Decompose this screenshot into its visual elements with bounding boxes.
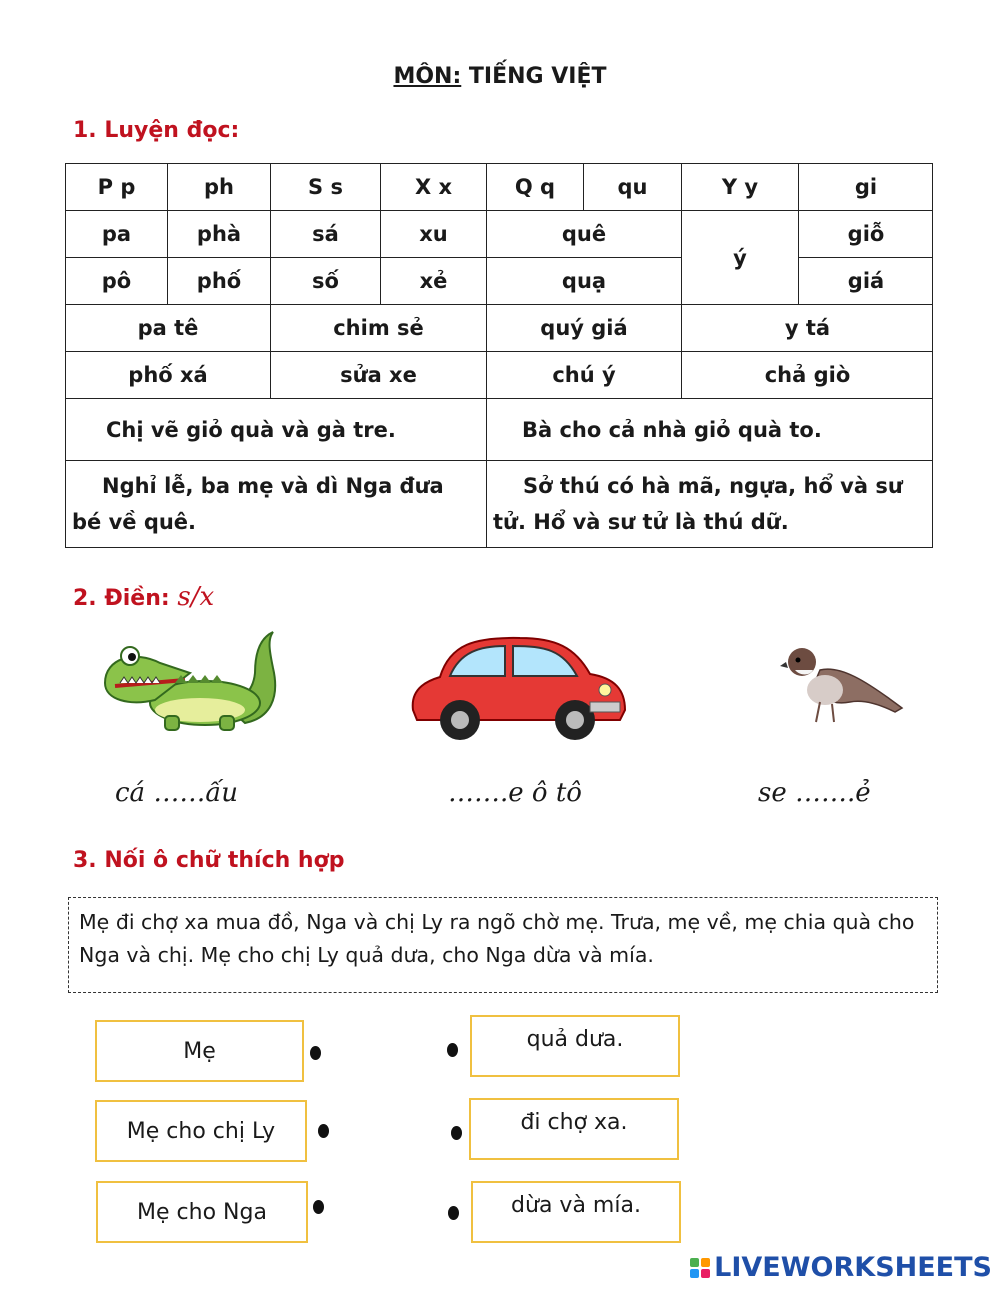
table-cell: qu <box>584 164 682 211</box>
sentence-cell: Chị vẽ giỏ quà và gà tre. <box>66 399 487 461</box>
title-label: MÔN: <box>393 64 462 89</box>
table-cell: pô <box>66 258 168 305</box>
brand-logo <box>690 1252 992 1283</box>
match-dot-right-2[interactable] <box>451 1126 462 1140</box>
table-cell: ph <box>168 164 271 211</box>
table-cell: S s <box>271 164 381 211</box>
match-dot-left-3[interactable] <box>313 1200 324 1214</box>
table-cell: ý <box>682 211 799 305</box>
section-2-label: 2. Điền: <box>73 586 170 611</box>
match-dot-left-1[interactable] <box>310 1046 321 1060</box>
table-cell: X x <box>381 164 487 211</box>
table-cell: Q q <box>487 164 584 211</box>
table-cell: phố xá <box>66 352 271 399</box>
table-cell: giá <box>799 258 933 305</box>
match-right-1[interactable]: quả dưa. <box>470 1015 680 1077</box>
table-cell: sá <box>271 211 381 258</box>
brand-mark-icon <box>690 1258 710 1278</box>
table-cell: phố <box>168 258 271 305</box>
sparrow-image <box>780 640 905 730</box>
table-cell: xẻ <box>381 258 487 305</box>
table-cell: Y y <box>682 164 799 211</box>
table-cell: chim sẻ <box>271 305 487 352</box>
sentence-cell: Bà cho cả nhà giỏ quà to. <box>487 399 933 461</box>
match-dot-right-1[interactable] <box>447 1043 458 1057</box>
table-cell: phà <box>168 211 271 258</box>
match-right-2[interactable]: đi chợ xa. <box>469 1098 679 1160</box>
section-1-heading: 1. Luyện đọc: <box>73 118 240 143</box>
section-3-heading: 3. Nối ô chữ thích hợp <box>73 848 345 873</box>
match-right-3[interactable]: dừa và mía. <box>471 1181 681 1243</box>
table-cell: gi <box>799 164 933 211</box>
match-dot-right-3[interactable] <box>448 1206 459 1220</box>
table-cell: chú ý <box>487 352 682 399</box>
car-image <box>405 632 630 747</box>
match-left-2[interactable]: Mẹ cho chị Ly <box>95 1100 307 1162</box>
table-cell: pa tê <box>66 305 271 352</box>
table-cell: số <box>271 258 381 305</box>
script-letters: s/x <box>177 582 215 612</box>
brand-name: LIVEWORKSHEETS <box>714 1252 992 1283</box>
table-cell: P p <box>66 164 168 211</box>
table-cell: quạ <box>487 258 682 305</box>
table-cell: quý giá <box>487 305 682 352</box>
title-subject: TIẾNG VIỆT <box>461 64 607 89</box>
match-left-1[interactable]: Mẹ <box>95 1020 304 1082</box>
table-cell: y tá <box>682 305 933 352</box>
fill-blank-1[interactable]: cá ……ấu <box>115 778 239 808</box>
table-cell: chả giò <box>682 352 933 399</box>
match-dot-left-2[interactable] <box>318 1124 329 1138</box>
match-left-3[interactable]: Mẹ cho Nga <box>96 1181 308 1243</box>
table-cell: sửa xe <box>271 352 487 399</box>
reading-table <box>65 163 933 548</box>
table-cell: pa <box>66 211 168 258</box>
sentence-cell: Sở thú có hà mã, ngựa, hổ và sư tử. Hổ và sư tử là thú dữ. <box>493 474 903 534</box>
page-title <box>0 64 1000 89</box>
crocodile-image <box>95 628 285 733</box>
table-cell: quê <box>487 211 682 258</box>
reading-passage: Mẹ đi chợ xa mua đồ, Nga và chị Ly ra ngõ chờ mẹ. Trưa, mẹ về, mẹ chia quà cho Nga và chị. Mẹ cho chị Ly quả dưa, cho Nga dừa và mía. <box>68 897 938 993</box>
section-2-heading <box>73 582 214 612</box>
table-cell: xu <box>381 211 487 258</box>
sentence-cell: Nghỉ lễ, ba mẹ và dì Nga đưa bé về quê. <box>66 461 487 547</box>
fill-blank-3[interactable]: se …….ẻ <box>758 778 871 808</box>
table-cell: giỗ <box>799 211 933 258</box>
fill-blank-2[interactable]: …….e ô tô <box>448 778 582 808</box>
